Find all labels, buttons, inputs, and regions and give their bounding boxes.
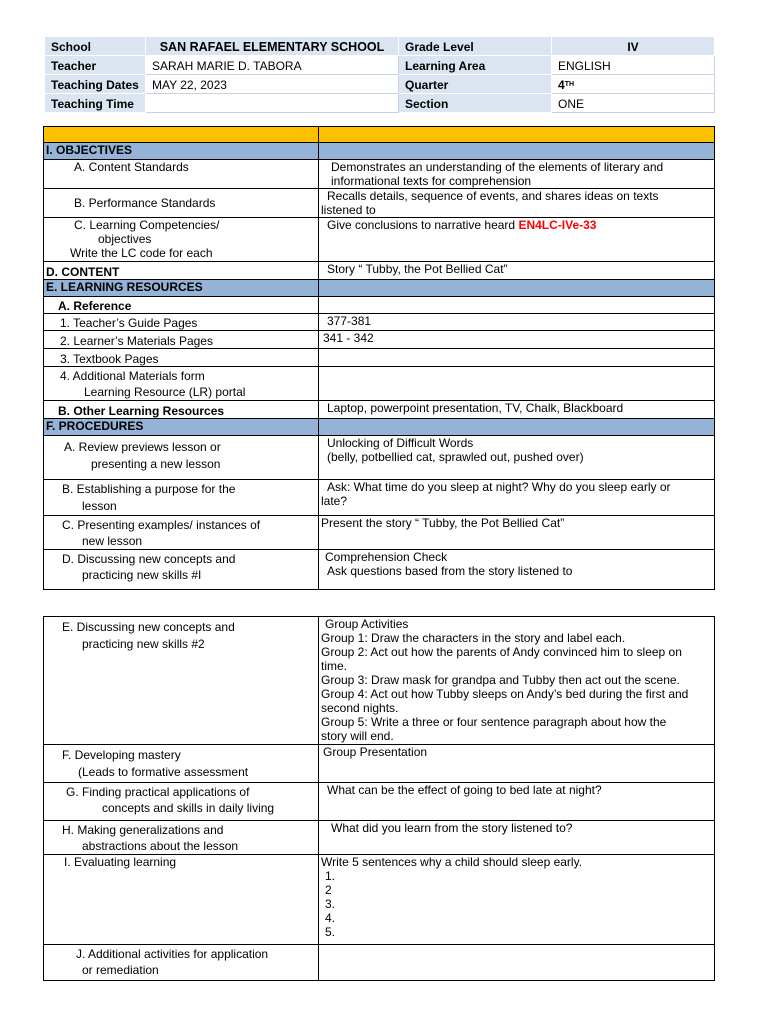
evaluation-item-1: 1.	[325, 869, 336, 883]
procedure-d-line-2: Ask questions based from the story listened to	[327, 564, 573, 578]
procedure-h-label-line-2: abstractions about the lesson	[82, 839, 239, 853]
content-standards-line-2: informational texts for comprehension	[331, 174, 532, 188]
procedure-b-value	[319, 480, 715, 516]
evaluation-item-2: 2	[325, 883, 332, 897]
procedure-e-label-line-2: practicing new skills #2	[82, 637, 205, 651]
procedure-d-value	[319, 550, 715, 590]
quarter-suffix: TH	[564, 81, 575, 88]
procedure-i-value	[319, 855, 715, 945]
evaluation-item-4: 4.	[325, 911, 336, 925]
evaluation-item-3: 3.	[325, 897, 336, 911]
school-label: School	[45, 37, 146, 56]
school-value: SAN RAFAEL ELEMENTARY SCHOOL	[146, 37, 399, 56]
procedure-g-row	[44, 783, 715, 821]
competencies-label-line-1: C. Learning Competencies/	[74, 218, 220, 232]
performance-standards-line-1: Recalls details, sequence of events, and shares ideas on texts	[327, 189, 659, 203]
quarter-number: 4	[558, 78, 565, 92]
procedure-d-label-line-1: D. Discussing new concepts and	[62, 552, 236, 566]
procedure-e-line-4: time.	[321, 659, 348, 673]
content-standards-label: A. Content Standards	[44, 160, 319, 189]
procedure-e-line-6: Group 4: Act out how Tubby sleeps on Andy’s bed during the first and	[321, 687, 689, 701]
procedure-i-prompt: Write 5 sentences why a child should sleep early.	[321, 855, 583, 869]
procedure-a-value	[319, 436, 715, 480]
procedure-j-label	[44, 945, 319, 981]
lesson-plan-table-part-1	[43, 126, 715, 590]
procedure-b-row	[44, 480, 715, 516]
procedure-h-label-line-1: H. Making generalizations and	[62, 823, 224, 837]
content-label: D. CONTENT	[44, 262, 319, 280]
content-row	[44, 262, 715, 280]
learners-materials-label: 2. Learner’s Materials Pages	[44, 331, 319, 349]
competencies-label-line-3: Write the LC code for each	[70, 246, 213, 260]
additional-materials-row	[44, 367, 715, 401]
procedure-b-label	[44, 480, 319, 516]
additional-materials-label	[44, 367, 319, 401]
content-standards-row	[44, 160, 715, 189]
learning-area-label: Learning Area	[399, 56, 552, 75]
learners-materials-value: 341 - 342	[319, 331, 715, 349]
learning-area-value: ENGLISH	[552, 56, 715, 75]
procedure-h-row	[44, 821, 715, 855]
header-row-school	[45, 37, 715, 56]
learning-resources-heading-row	[44, 280, 715, 297]
procedure-f-label-line-2: (Leads to formative assessment	[78, 765, 249, 779]
performance-standards-label: B. Performance Standards	[44, 189, 319, 218]
header-info-table	[44, 36, 715, 113]
section-value: ONE	[552, 94, 715, 113]
procedure-c-value: Present the story “ Tubby, the Pot Bellied Cat”	[319, 516, 715, 550]
header-row-time	[45, 94, 715, 113]
lesson-plan-table-part-2	[43, 616, 715, 981]
teaching-dates-value: MAY 22, 2023	[146, 75, 399, 94]
procedure-e-label-line-1: E. Discussing new concepts and	[62, 620, 235, 634]
procedure-a-line-2: (belly, potbellied cat, sprawled out, pushed over)	[327, 450, 584, 464]
procedure-g-label-line-2: concepts and skills in daily living	[102, 801, 275, 815]
content-value: Story “ Tubby, the Pot Bellied Cat”	[319, 262, 715, 280]
other-resources-row	[44, 401, 715, 419]
objectives-heading: I. OBJECTIVES	[44, 143, 319, 160]
procedure-e-line-2: Group 1: Draw the characters in the story and label each.	[321, 631, 626, 645]
procedure-c-label	[44, 516, 319, 550]
gold-header-row	[44, 127, 715, 143]
procedure-c-label-line-2: new lesson	[82, 534, 143, 548]
teaching-dates-label: Teaching Dates	[45, 75, 146, 94]
procedure-d-label-line-2: practicing new skills #I	[82, 568, 202, 582]
procedure-b-line-2: late?	[321, 494, 348, 508]
procedure-c-row	[44, 516, 715, 550]
procedure-d-line-1: Comprehension Check	[325, 550, 448, 564]
procedure-i-label: I. Evaluating learning	[44, 855, 319, 945]
procedure-a-row	[44, 436, 715, 480]
evaluation-item-5: 5.	[325, 925, 336, 939]
objectives-heading-row	[44, 143, 715, 160]
teachers-guide-value: 377-381	[319, 314, 715, 331]
other-resources-label: B. Other Learning Resources	[44, 401, 319, 419]
reference-label: A. Reference	[44, 297, 319, 314]
procedure-b-label-line-1: B. Establishing a purpose for the	[62, 482, 236, 496]
procedure-b-label-line-2: lesson	[82, 499, 117, 513]
section-label: Section	[399, 94, 552, 113]
procedure-f-label	[44, 745, 319, 783]
procedures-heading-row	[44, 419, 715, 436]
learners-materials-row	[44, 331, 715, 349]
content-standards-line-1: Demonstrates an understanding of the elements of literary and	[331, 160, 664, 174]
procedures-heading: F. PROCEDURES	[44, 419, 319, 436]
procedure-f-row	[44, 745, 715, 783]
teachers-guide-label: 1. Teacher’s Guide Pages	[44, 314, 319, 331]
procedure-j-label-line-1: J. Additional activities for application	[76, 947, 269, 961]
procedure-a-label-line-2: presenting a new lesson	[91, 457, 221, 471]
procedure-e-label	[44, 617, 319, 745]
procedure-e-line-5: Group 3: Draw mask for grandpa and Tubby then act out the scene.	[321, 673, 680, 687]
procedure-b-line-1: Ask: What time do you sleep at night? Why do you sleep early or	[327, 480, 671, 494]
procedure-j-label-line-2: or remediation	[82, 963, 159, 977]
procedure-g-label	[44, 783, 319, 821]
procedure-a-label	[44, 436, 319, 480]
additional-materials-line-1: 4. Additional Materials form	[60, 369, 205, 383]
other-resources-value: Laptop, powerpoint presentation, TV, Chalk, Blackboard	[319, 401, 715, 419]
procedure-f-value: Group Presentation	[319, 745, 715, 783]
procedure-a-line-1: Unlocking of Difficult Words	[327, 436, 474, 450]
header-row-dates	[45, 75, 715, 94]
procedure-g-label-line-1: G. Finding practical applications of	[66, 785, 250, 799]
procedure-g-value: What can be the effect of going to bed late at night?	[319, 783, 715, 821]
procedure-j-row	[44, 945, 715, 981]
competency-code: EN4LC-IVe-33	[518, 218, 597, 232]
content-standards-value	[319, 160, 715, 189]
competency-text: Give conclusions to narrative heard	[327, 218, 519, 232]
procedure-e-line-9: story will end.	[321, 729, 394, 743]
learning-competencies-row	[44, 218, 715, 262]
textbook-row	[44, 349, 715, 367]
teaching-time-label: Teaching Time	[45, 94, 146, 113]
teacher-label: Teacher	[45, 56, 146, 75]
procedure-a-label-line-1: A. Review previews lesson or	[64, 440, 221, 454]
textbook-label: 3. Textbook Pages	[44, 349, 319, 367]
procedure-e-row	[44, 617, 715, 745]
teachers-guide-row	[44, 314, 715, 331]
procedure-e-line-8: Group 5: Write a three or four sentence paragraph about how the	[321, 715, 667, 729]
procedure-i-row	[44, 855, 715, 945]
procedure-e-line-3: Group 2: Act out how the parents of Andy convinced him to sleep on	[321, 645, 682, 659]
procedure-e-line-1: Group Activities	[325, 617, 409, 631]
header-row-teacher	[45, 56, 715, 75]
reference-row	[44, 297, 715, 314]
learning-competencies-label	[44, 218, 319, 262]
procedure-f-label-line-1: F. Developing mastery	[62, 748, 181, 762]
additional-materials-line-2: Learning Resource (LR) portal	[84, 385, 246, 399]
procedure-e-line-7: second nights.	[321, 701, 399, 715]
competencies-label-line-2: objectives	[98, 232, 152, 246]
teacher-value: SARAH MARIE D. TABORA	[146, 56, 399, 75]
procedure-d-label	[44, 550, 319, 590]
performance-standards-value	[319, 189, 715, 218]
procedure-d-row	[44, 550, 715, 590]
performance-standards-row	[44, 189, 715, 218]
procedure-c-label-line-1: C. Presenting examples/ instances of	[62, 518, 261, 532]
learning-resources-heading: E. LEARNING RESOURCES	[44, 280, 319, 297]
teaching-time-value	[146, 94, 399, 113]
performance-standards-line-2: listened to	[321, 203, 376, 217]
procedure-h-value: What did you learn from the story listened to?	[319, 821, 715, 855]
procedure-j-value	[319, 945, 715, 981]
learning-competencies-value	[319, 218, 715, 262]
quarter-label: Quarter	[399, 75, 552, 94]
quarter-value	[552, 75, 715, 94]
grade-level-label: Grade Level	[399, 37, 552, 56]
grade-level-value: IV	[552, 37, 715, 56]
procedure-h-label	[44, 821, 319, 855]
procedure-e-value	[319, 617, 715, 745]
